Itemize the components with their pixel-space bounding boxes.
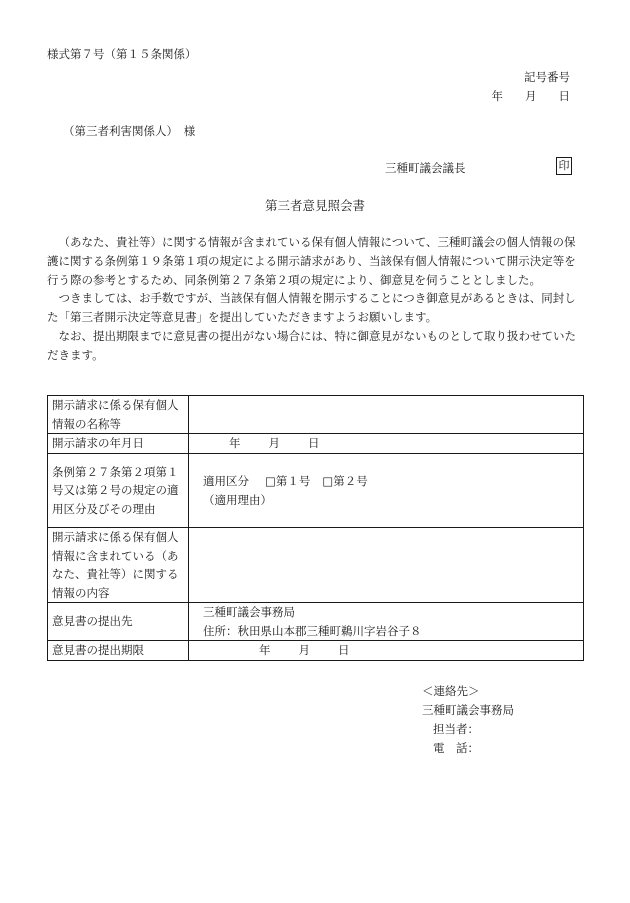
- row-label-info-name: 開示請求に係る保有個人情報の名称等: [48, 396, 189, 434]
- reference-number: 記号番号: [524, 70, 570, 84]
- row-label-info-content: 開示請求に係る保有個人情報に含まれている（あなた、貴社等）に関する情報の内容: [48, 528, 189, 603]
- category-option-1: □第１号: [265, 474, 311, 488]
- form-number: 様式第７号（第１５条関係）: [47, 47, 197, 61]
- row-label-request-date: 開示請求の年月日: [48, 434, 189, 454]
- contact-heading: ＜連絡先＞: [422, 684, 480, 698]
- contact-office: 三種町議会事務局: [422, 703, 514, 717]
- deadline-year: 年: [259, 643, 271, 658]
- request-date-day: 日: [308, 436, 320, 451]
- table-row: [48, 396, 584, 434]
- body-text: [47, 233, 584, 365]
- table-row: [48, 454, 584, 528]
- row-value-info-name: [189, 396, 584, 434]
- body-paragraph-2: つきましては、お手数ですが、当該保有個人情報を開示することにつき御意見があるときは、同封した「第三者開示決定等意見書」を提出していただきますようお願いします。: [47, 291, 576, 325]
- table-row: [48, 641, 584, 661]
- seal-mark: 印: [556, 157, 572, 175]
- addressee: （第三者利害関係人） 様: [63, 124, 196, 138]
- submission-address: 住所：秋田県山本郡三種町鵜川字岩谷子８: [203, 623, 422, 638]
- row-value-info-content: [189, 528, 584, 603]
- request-date-month: 月: [268, 436, 280, 451]
- category-label: 適用区分: [203, 474, 249, 488]
- sender-title: 三種町議会議長: [385, 161, 466, 175]
- inquiry-table: [47, 395, 584, 661]
- issue-date-year: 年: [491, 89, 503, 103]
- body-paragraph-1: （あなた、貴社等）に関する情報が含まれている保有個人情報について、三種町議会の個人情報の保護に関する条例第１９条第１項の規定による開示請求があり、当該保有個人情報について開示決定等を行う際の参考とするため、同条例第２７条第２項の規定により、御意見を伺うこととしました。: [47, 235, 576, 287]
- submission-office: 三種町議会事務局: [203, 605, 295, 619]
- deadline-month: 月: [298, 643, 310, 658]
- contact-phone: 電 話：: [433, 741, 479, 755]
- row-value-applicable-category: [189, 454, 584, 528]
- category-option-2: □第２号: [322, 474, 368, 488]
- row-value-submission-deadline: [189, 641, 584, 661]
- contact-block: [422, 682, 514, 758]
- body-paragraph-3: なお、提出期限までに意見書の提出がない場合には、特に御意見がないものとして取り扱わせていただきます。: [47, 328, 576, 362]
- row-value-submission-destination: [189, 603, 584, 641]
- row-label-submission-destination: 意見書の提出先: [48, 603, 189, 641]
- table-row: [48, 528, 584, 603]
- row-value-request-date: [189, 434, 584, 454]
- issue-date: [492, 88, 571, 104]
- issue-date-month: 月: [525, 89, 537, 103]
- request-date-year: 年: [229, 436, 241, 451]
- document-title: 第三者意見照会書: [264, 198, 365, 213]
- row-label-submission-deadline: 意見書の提出期限: [48, 641, 189, 661]
- contact-person: 担当者：: [433, 722, 479, 736]
- table-row: [48, 434, 584, 454]
- issue-date-day: 日: [558, 89, 570, 103]
- row-label-applicable-category: 条例第２７条第２項第１号又は第２号の規定の適用区分及びその理由: [48, 454, 189, 528]
- category-reason: （適用理由）: [203, 492, 272, 507]
- deadline-day: 日: [338, 643, 350, 658]
- table-row: [48, 603, 584, 641]
